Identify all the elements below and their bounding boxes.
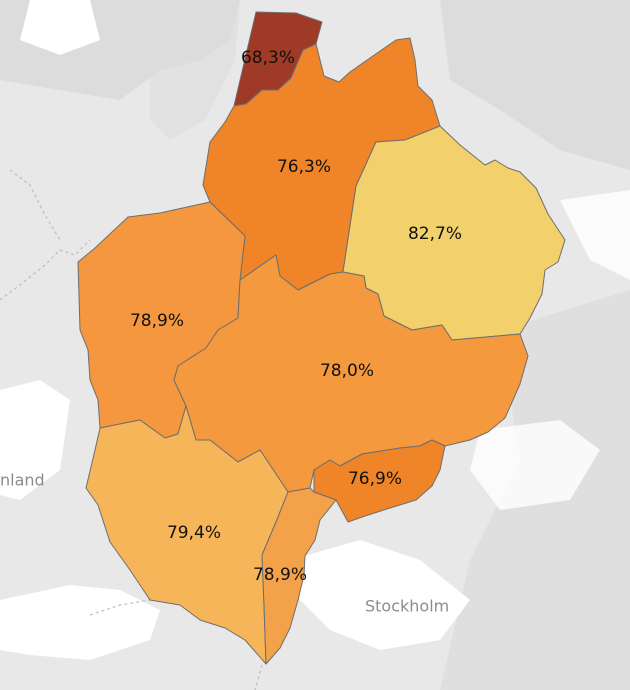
place-label-west: nland <box>0 470 45 490</box>
region-label-78-0: 78,0% <box>319 361 375 381</box>
region-label-78-9-south: 78,9% <box>252 565 308 585</box>
region-label-82-7: 82,7% <box>407 224 463 244</box>
region-label-78-9-west: 78,9% <box>129 311 185 331</box>
region-label-68-3: 68,3% <box>240 48 296 68</box>
place-label-stockholm: Stockholm <box>365 596 450 616</box>
region-label-76-9: 76,9% <box>347 469 403 489</box>
region-label-79-4: 79,4% <box>166 523 222 543</box>
region-label-76-3: 76,3% <box>276 157 332 177</box>
